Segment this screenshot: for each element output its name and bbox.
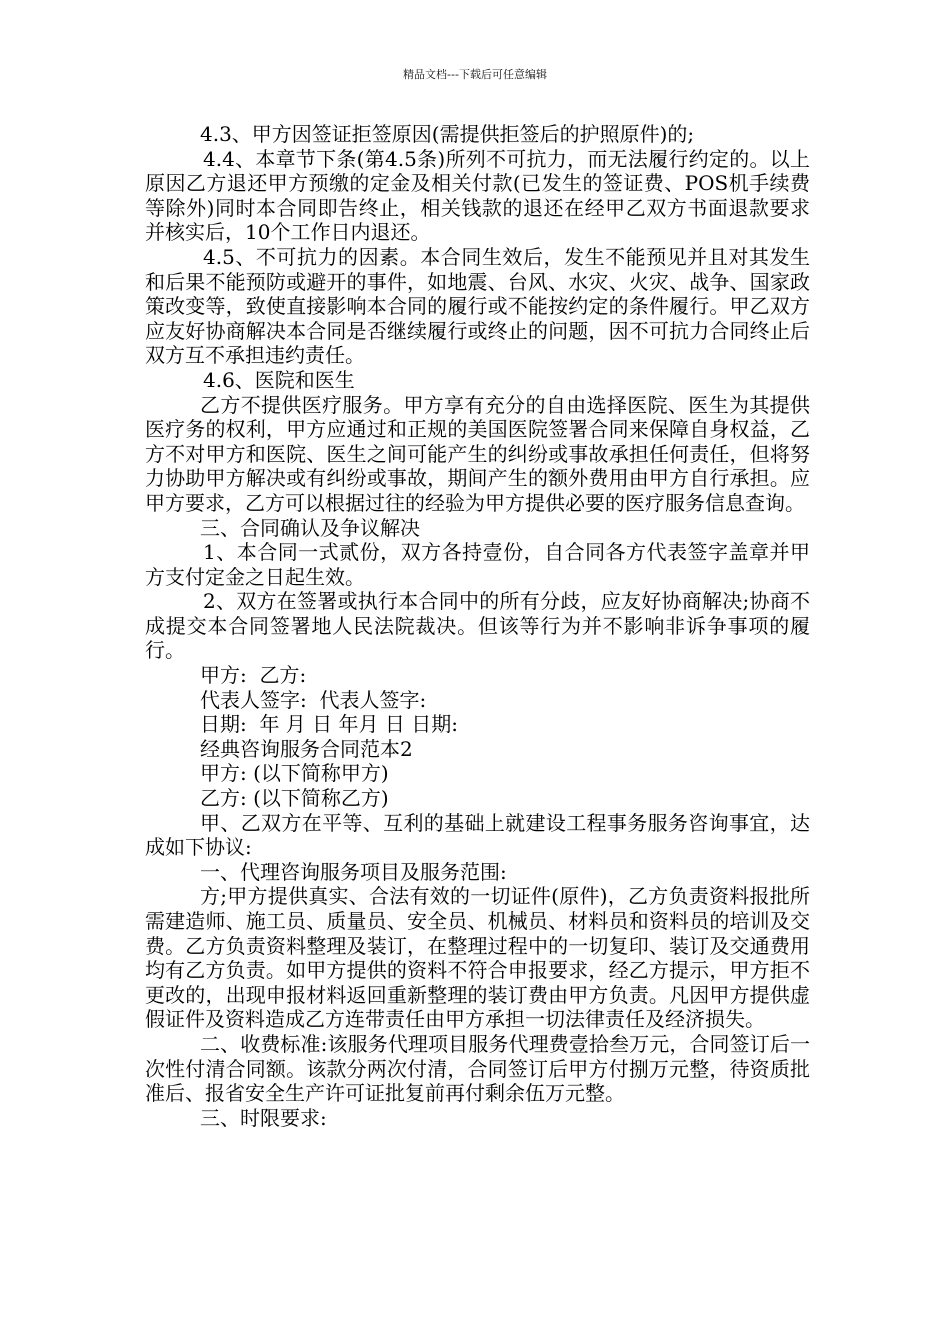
paragraph: 二、收费标准:该服务代理项目服务代理费壹拾叁万元，合同签订后一次性付清合同额。该款分两次付清，合同签订后甲方付捌万元整，待资质批准后、报省安全生产许可证批复前再付剩余伍万元整。: [145, 1031, 810, 1106]
section-heading: 三、合同确认及争议解决: [200, 515, 420, 540]
paragraph: 4.3、甲方因签证拒签原因(需提供拒签后的护照原件)的;: [200, 122, 695, 146]
paragraph: 4.4、本章节下条(第4.5条)所列不可抗力，而无法履行约定的。以上原因乙方退还甲方预缴的定金及相关付款(已发生的签证费、POS机手续费等除外)同时本合同即告终止，相关钱款的退还在经甲乙双方书面退款要求并核实后，10个工作日内退还。: [145, 146, 810, 245]
party-line: 乙方: (以下简称乙方): [200, 786, 389, 811]
contract-title: 经典咨询服务合同范本2: [200, 736, 413, 761]
paragraph: 甲、乙双方在平等、互利的基础上就建设工程事务服务咨询事宜，达成如下协议:: [145, 810, 810, 860]
signature-line: 代表人签字: 代表人签字:: [200, 687, 427, 712]
page-header: 精品文档---下载后可任意编辑: [403, 68, 547, 81]
paragraph: 方;甲方提供真实、合法有效的一切证件(原件)，乙方负责资料报批所需建造师、施工员、质量员、安全员、机械员、材料员和资料员的培训及交费。乙方负责资料整理及装订，在整理过程中的一切复印、装订及交通费用均有乙方负责。如甲方提供的资料不符合申报要求，经乙方提示，甲方拒不更改的，出现申报材料返回重新整理的装订费由甲方负责。凡因甲方提供虚假证件及资料造成乙方连带责任由甲方承担一切法律责任及经济损失。: [145, 884, 810, 1032]
paragraph: 4.5、不可抗力的因素。本合同生效后，发生不能预见并且对其发生和后果不能预防或避开的事件，如地震、台风、水灾、火灾、战争、国家政策改变等，致使直接影响本合同的履行或不能按约定的条件履行。甲乙双方应友好协商解决本合同是否继续履行或终止的问题，因不可抗力合同终止后双方互不承担违约责任。: [145, 244, 810, 368]
section-heading: 三、时限要求:: [200, 1105, 327, 1130]
date-line: 日期: 年 月 日 年月 日 日期:: [200, 712, 458, 737]
paragraph: 乙方不提供医疗服务。甲方享有充分的自由选择医院、医生为其提供医疗务的权利，甲方应通过和正规的美国医院签署合同来保障自身权益，乙方不对甲方和医院、医生之间可能产生的纠纷或事故承担任何责任，但将努力协助甲方解决或有纠纷或事故，期间产生的额外费用由甲方自行承担。应甲方要求，乙方可以根据过往的经验为甲方提供必要的医疗服务信息查询。: [145, 392, 810, 515]
paragraph: 2、双方在签署或执行本合同中的所有分歧，应友好协商解决;协商不成提交本合同签署地人民法院裁决。但该等行为并不影响非诉争事项的履行。: [145, 589, 810, 663]
signature-line: 甲方: 乙方:: [200, 663, 307, 688]
document-body: [145, 122, 810, 1130]
paragraph: 4.6、医院和医生: [203, 367, 355, 392]
paragraph: 1、本合同一式贰份，双方各持壹份，自合同各方代表签字盖章并甲方支付定金之日起生效。: [145, 540, 810, 589]
party-line: 甲方: (以下简称甲方): [200, 761, 389, 786]
section-heading: 一、代理咨询服务项目及服务范围:: [200, 859, 507, 884]
